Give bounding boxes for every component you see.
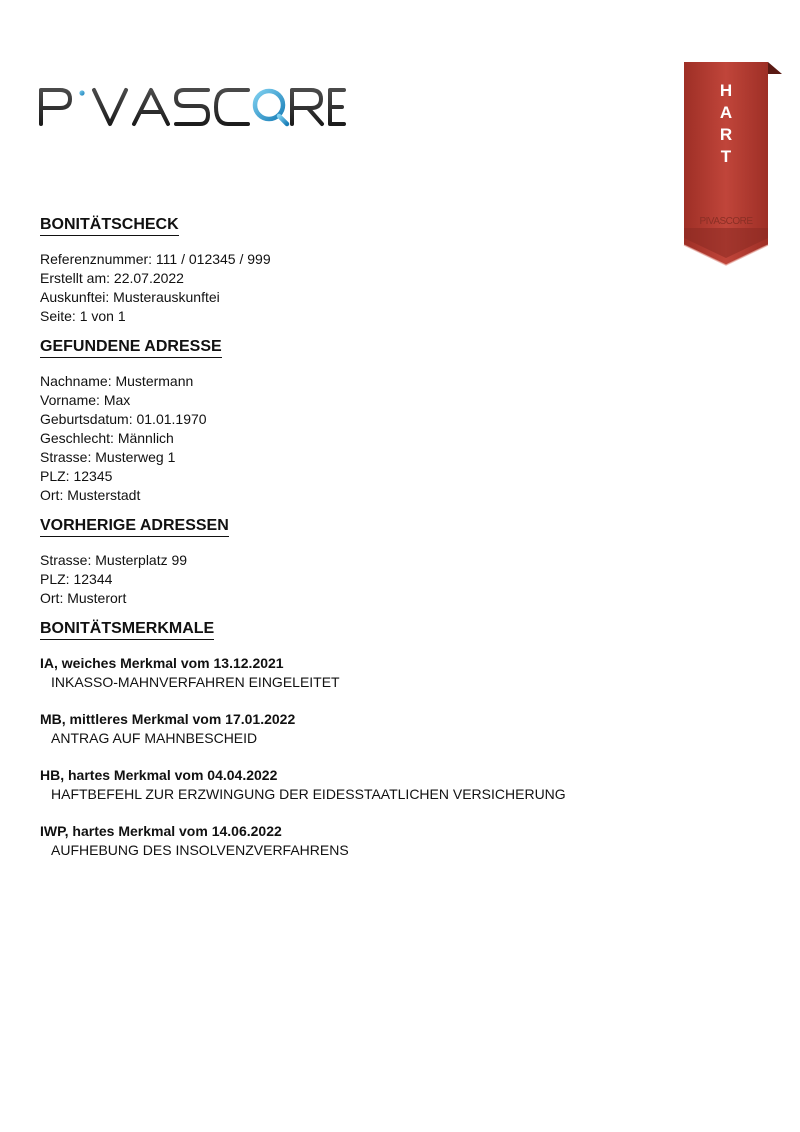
section-title: BONITÄTSCHECK [40, 216, 179, 236]
street: Strasse: Musterplatz 99 [40, 552, 188, 568]
postal-code: PLZ: 12344 [40, 571, 113, 587]
feature-heading: HB, hartes Merkmal vom 04.04.2022 [40, 767, 278, 783]
birth-date: Geburtsdatum: 01.01.1970 [40, 411, 207, 427]
ribbon-letter: A [719, 103, 733, 122]
feature-description: INKASSO-MAHNVERFAHREN EINGELEITET [51, 674, 340, 690]
section-previous-addresses [40, 517, 640, 608]
section-title: BONITÄTSMERKMALE [40, 620, 214, 640]
page-count: Seite: 1 von 1 [40, 308, 126, 324]
credit-feature-item [40, 654, 640, 692]
street: Strasse: Musterweg 1 [40, 449, 176, 465]
ribbon-letter: R [719, 125, 733, 144]
gender: Geschlecht: Männlich [40, 430, 174, 446]
last-name: Nachname: Mustermann [40, 373, 194, 389]
reference-number: Referenznummer: 111 / 012345 / 999 [40, 251, 271, 267]
report-content [40, 216, 640, 878]
credit-agency: Auskunftei: Musterauskunftei [40, 289, 220, 305]
feature-description: HAFTBEFEHL ZUR ERZWINGUNG DER EIDESSTAATLICHEN VERSICHERUNG [51, 786, 566, 802]
feature-description: AUFHEBUNG DES INSOLVENZVERFAHRENS [51, 842, 349, 858]
first-name: Vorname: Max [40, 392, 131, 408]
credit-feature-item [40, 822, 640, 860]
feature-description: ANTRAG AUF MAHNBESCHEID [51, 730, 258, 746]
city: Ort: Musterort [40, 590, 127, 606]
feature-heading: MB, mittleres Merkmal vom 17.01.2022 [40, 711, 296, 727]
section-credit-features [40, 620, 640, 860]
feature-heading: IA, weiches Merkmal vom 13.12.2021 [40, 655, 284, 671]
ribbon-letter: H [719, 81, 733, 100]
pivascore-logo [38, 84, 348, 128]
credit-feature-item [40, 710, 640, 748]
ribbon-label [705, 80, 747, 168]
credit-feature-item [40, 766, 640, 804]
section-title: GEFUNDENE ADRESSE [40, 338, 222, 358]
postal-code: PLZ: 12345 [40, 468, 113, 484]
section-bonitaetscheck [40, 216, 640, 326]
section-title: VORHERIGE ADRESSEN [40, 517, 229, 537]
city: Ort: Musterstadt [40, 487, 141, 503]
section-found-address [40, 338, 640, 505]
ribbon-letter: T [720, 147, 732, 166]
created-date: Erstellt am: 22.07.2022 [40, 270, 184, 286]
feature-heading: IWP, hartes Merkmal vom 14.06.2022 [40, 823, 282, 839]
ribbon-watermark: PIVASCORE [699, 216, 753, 227]
